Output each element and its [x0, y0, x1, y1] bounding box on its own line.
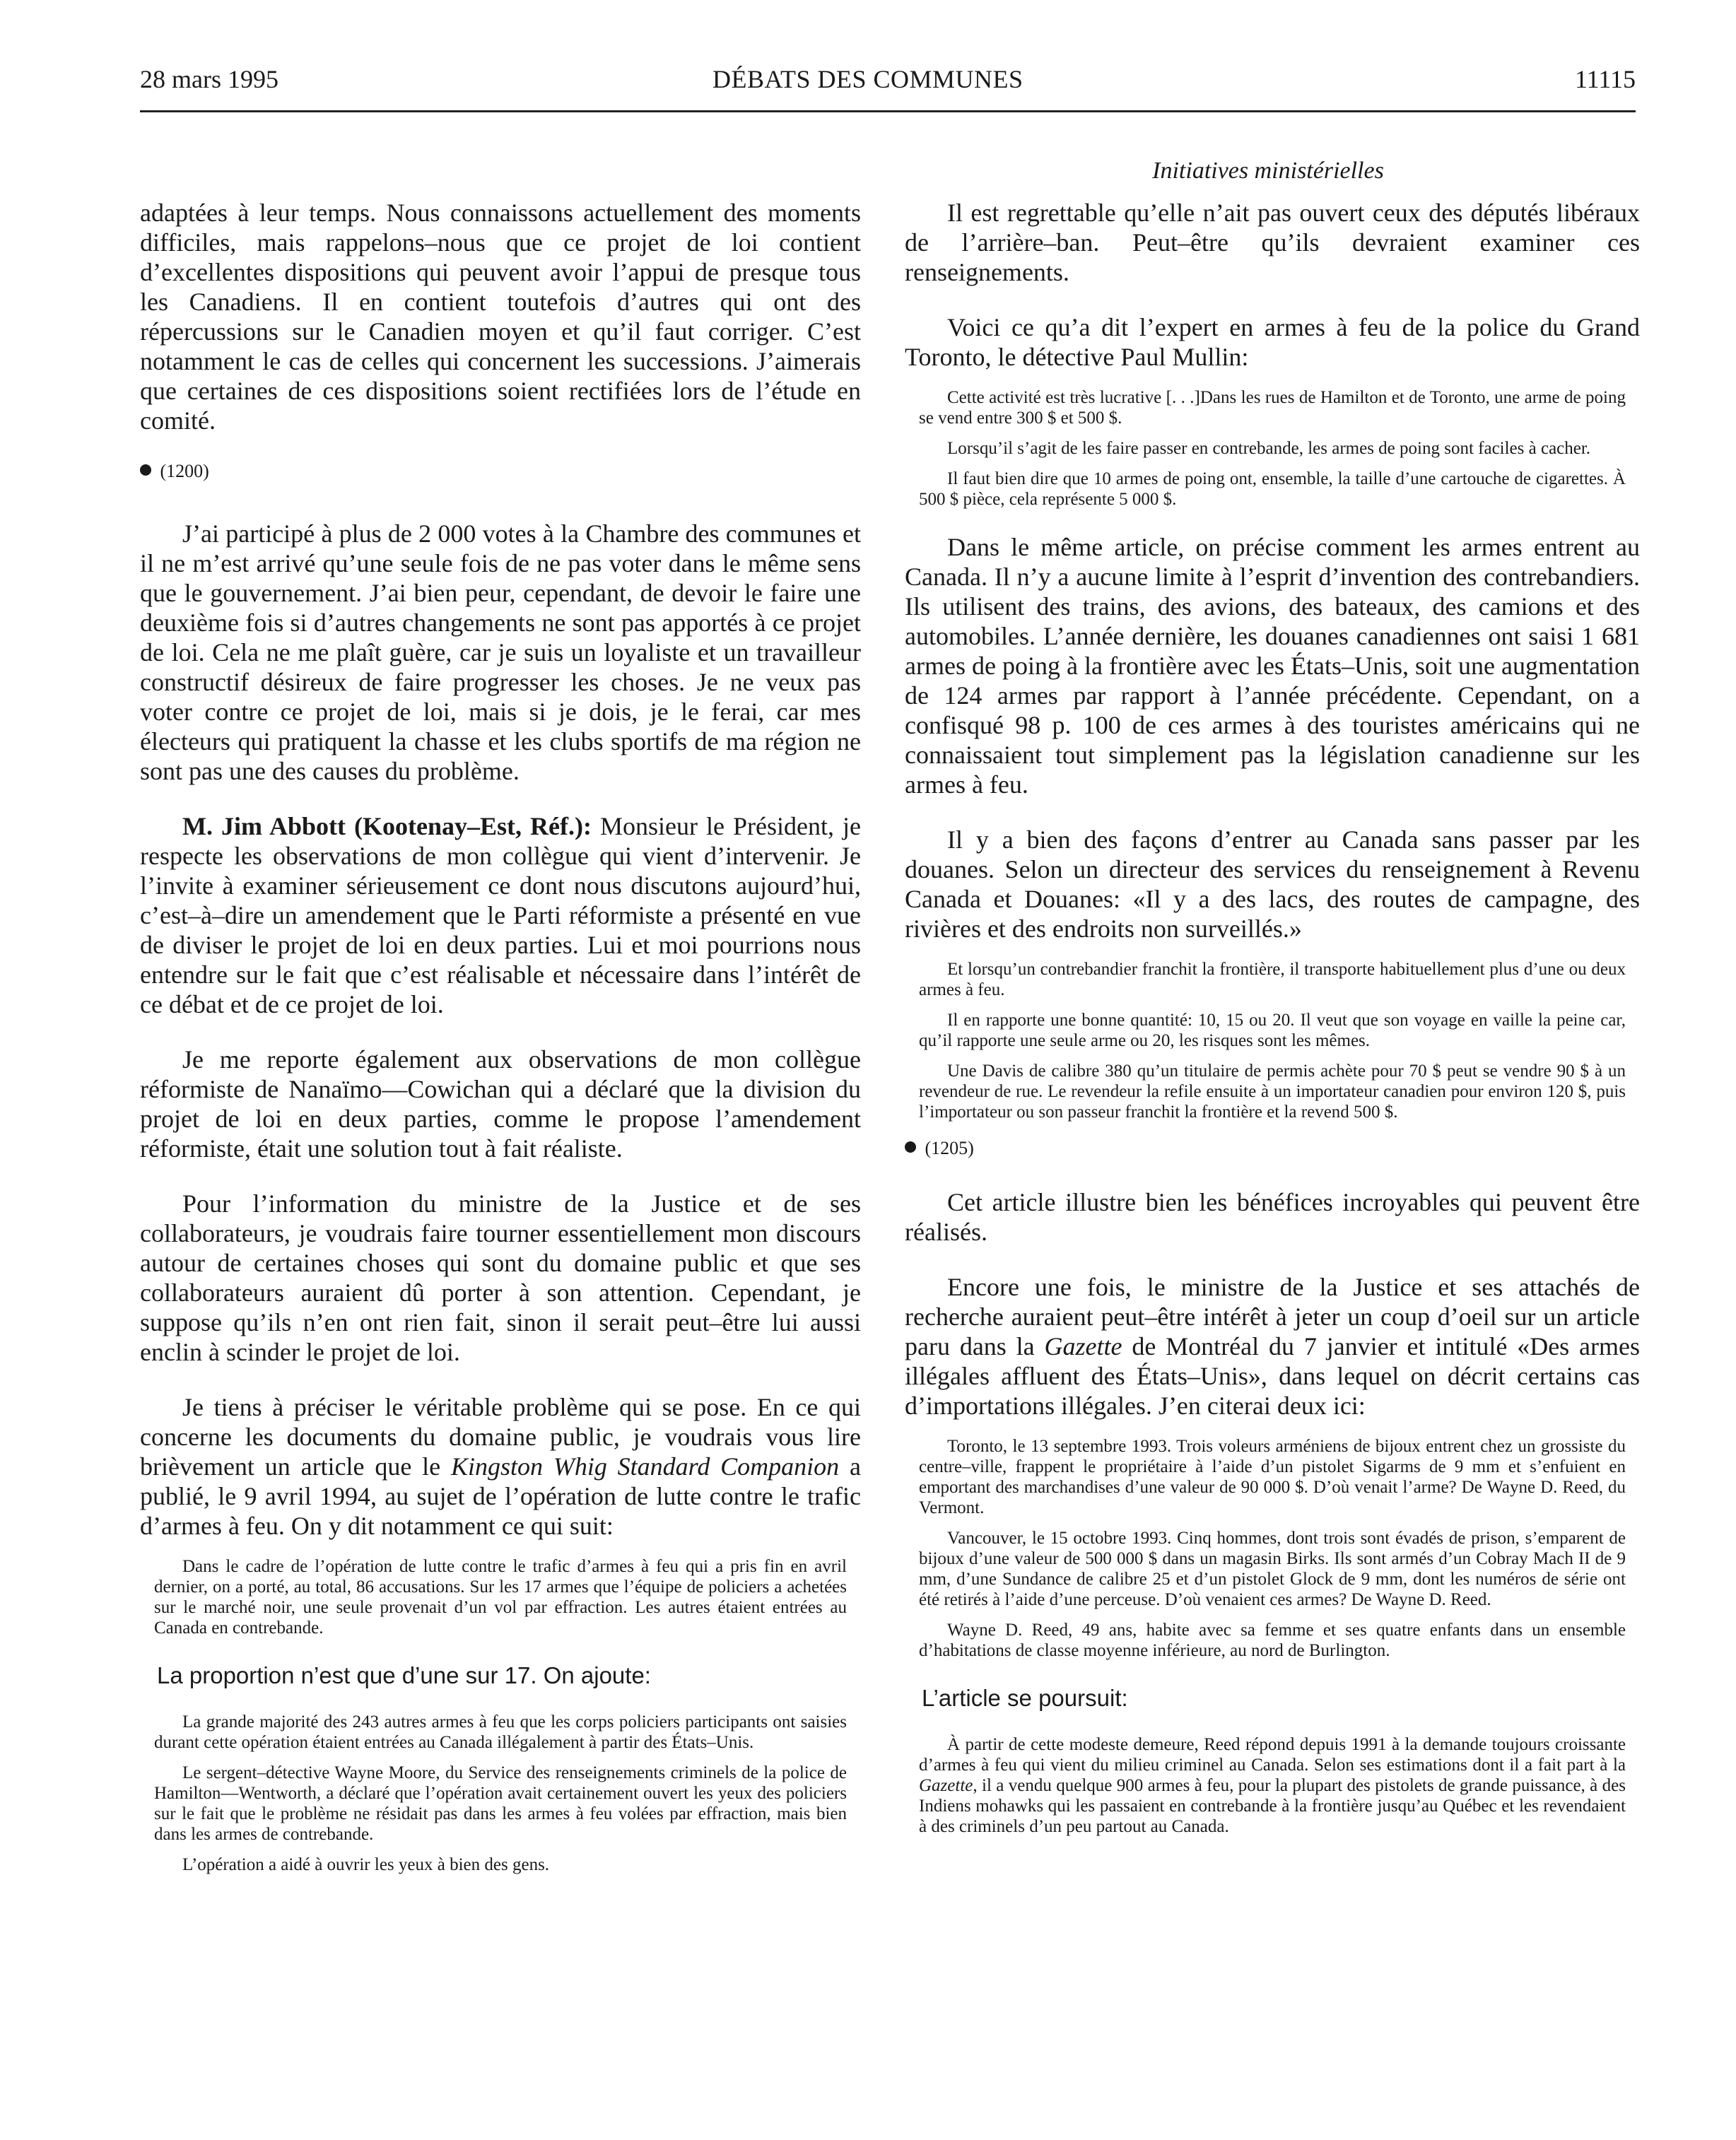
paragraph: Je me reporte également aux observations de mon collègue réformiste de Nanaïmo—Cowichan qui a déclaré que la division du projet de loi en deux parties, comme le propose l’amendement réformiste, était une solution tout à fait réaliste.: [140, 1045, 861, 1163]
section-title: Initiatives ministérielles: [1152, 158, 1384, 184]
text: Je tiens à préciser le véritable problème qui se pose. En ce qui concerne les documents du domaine public, je voudrais vous lire brièvement un article que le: [140, 1393, 861, 1481]
paragraph: Il est regrettable qu’elle n’ait pas ouvert ceux des députés libéraux de l’arrière–ban. Peut–être qu’ils devraient examiner ces renseignements.: [905, 199, 1640, 286]
quotation: Cette activité est très lucrative [. . .]Dans les rues de Hamilton et de Toronto, une arme de poing se vend entre 300 $ et 500 $.: [919, 388, 1626, 428]
publication-title: Gazette: [1044, 1332, 1122, 1360]
running-head-title: DÉBATS DES COMMUNES: [712, 65, 1024, 93]
running-head-date: 28 mars 1995: [140, 65, 278, 93]
quotation: Il faut bien dire que 10 armes de poing ont, ensemble, la taille d’une cartouche de cigarettes. À 500 $ pièce, cela représente 5 000 $.: [919, 469, 1626, 509]
publication-title: Gazette: [919, 1776, 973, 1795]
time-marker-text: (1205): [925, 1138, 974, 1158]
speaker-name: M. Jim Abbott (Kootenay–Est, Réf.):: [182, 812, 592, 840]
paragraph: adaptées à leur temps. Nous connaissons actuellement des moments difficiles, mais rappelons–nous que ce projet de loi contient d’excellentes dispositions qui peuvent avoir l’appui de presque tous les Canadiens. Il en contient toutefois d’autres qui ont des répercussions sur le Canadien moyen et qu’il faut corriger. C’est notamment le cas de celles qui concernent les successions. J’aimerais que certaines de ces dispositions soient rectifiées lors de l’étude en comité.: [140, 199, 861, 435]
quotation: Vancouver, le 15 octobre 1993. Cinq hommes, dont trois sont évadés de prison, s’emparent de bijoux d’une valeur de 500 000 $ dans un magasin Birks. Ils sont armés d’un Cobray Mach II de 9 mm, d’une Sundance de calibre 25 et d’un pistolet Glock de 9 mm, dont les numéros de série ont été retirés à l’aide d’une perceuse. D’où venaient ces armes? De Wayne D. Reed.: [919, 1529, 1626, 1609]
bullet-icon: [140, 464, 151, 476]
paragraph: [140, 1392, 861, 1541]
time-marker-text: (1200): [160, 461, 209, 481]
paragraph: Dans le même article, on précise comment les armes entrent au Canada. Il n’y a aucune limite à l’esprit d’invention des contrebandiers. Ils utilisent des trains, des avions, des bateaux, des camions et des automobiles. L’année dernière, les douanes canadiennes ont saisi 1 681 armes de poing à la frontière avec les États–Unis, soit une augmentation de 124 armes par rapport à l’année précédente. Cependant, on a confisqué 98 p. 100 de ces armes à des touristes américains qui ne connaissaient tout simplement pas la législation canadienne sur les armes à feu.: [905, 533, 1640, 799]
quotation: Il en rapporte une bonne quantité: 10, 15 ou 20. Il veut que son voyage en vaille la peine car, qu’il rapporte une seule arme ou 20, les risques sont les mêmes.: [919, 1011, 1626, 1050]
quotation: La grande majorité des 243 autres armes à feu que les corps policiers participants ont saisies durant cette opération étaient entrées au Canada illégalement à partir des États–Unis.: [154, 1712, 847, 1752]
right-column: [905, 198, 1640, 2106]
text: a publié, le 9 avril 1994, au sujet de l’opération de lutte contre le trafic d’armes à feu. On y dit notamment ce qui suit:: [140, 1452, 861, 1540]
text: À partir de cette modeste demeure, Reed répond depuis 1991 à la demande toujours croissante d’armes à feu qui vient du milieu criminel au Canada. Selon ses estimations dont il a fait part à la: [919, 1735, 1626, 1775]
paragraph: [905, 1272, 1640, 1421]
paragraph: Pour l’information du ministre de la Justice et de ses collaborateurs, je voudrais faire tourner essentiellement mon discours autour de certaines choses qui sont du domaine public et que ses collaborateurs auraient dû porter à son attention. Cependant, je suppose qu’ils n’en ont rien fait, sinon il serait peut–être lui aussi enclin à scinder le projet de loi.: [140, 1189, 861, 1366]
paragraph: Voici ce qu’a dit l’expert en armes à feu de la police du Grand Toronto, le détective Paul Mullin:: [905, 313, 1640, 371]
paragraph: Cet article illustre bien les bénéfices incroyables qui peuvent être réalisés.: [905, 1188, 1640, 1246]
quotation: Et lorsqu’un contrebandier franchit la frontière, il transporte habituellement plus d’une ou deux armes à feu.: [919, 960, 1626, 999]
publication-title: Kingston Whig Standard Companion: [450, 1452, 840, 1481]
time-marker: [140, 461, 861, 482]
left-column: [140, 198, 861, 2106]
speech-text: Monsieur le Président, je respecte les observations de mon collègue qui vient d’intervenir. Je l’invite à examiner sérieusement ce dont nous discutons aujourd’hui, c’est–à–dire un amendement que le Parti réformiste a présenté en vue de diviser le projet de loi en deux parties. Lui et moi pourrions nous entendre sur le fait que c’est réalisable et nécessaire dans l’intérêt de ce débat et de ce projet de loi.: [140, 812, 861, 1018]
bullet-icon: [905, 1141, 916, 1153]
paragraph: J’ai participé à plus de 2 000 votes à la Chambre des communes et il ne m’est arrivé qu’une seule fois de ne pas voter dans le même sens que le gouvernement. J’ai bien peur, cependant, de devoir le faire une deuxième fois si d’autres changements ne sont pas apportés à ce projet de loi. Cela ne me plaît guère, car je suis un loyaliste et un travailleur constructif désireux de faire progresser les choses. Je ne veux pas voter contre ce projet de loi, mais si je dois, je le ferai, car mes électeurs qui pratiquent la chasse et les clubs sportifs de ma région ne sont pas une des causes du problème.: [140, 519, 861, 785]
quotation: Lorsqu’il s’agit de les faire passer en contrebande, les armes de poing sont faciles à cacher.: [947, 439, 1591, 458]
page-number: 11115: [1575, 65, 1636, 93]
paragraph: La proportion n’est que d’une sur 17. On ajoute:: [157, 1662, 651, 1688]
header-rule: [140, 110, 1636, 112]
text: de Montréal du 7 janvier et intitulé «Des armes illégales affluent des États–Unis», dans lequel on décrit certains cas d’importations illégales. J’en citerai deux ici:: [905, 1332, 1640, 1420]
quotation: [919, 1734, 1626, 1837]
quotation: L’opération a aidé à ouvrir les yeux à bien des gens.: [182, 1855, 550, 1874]
paragraph: L’article se poursuit:: [922, 1685, 1128, 1711]
quotation: Le sergent–détective Wayne Moore, du Service des renseignements criminels de la police de Hamilton—Wentworth, a déclaré que l’opération avait certainement ouvert les yeux des policiers sur le fait que le problème ne résidait pas dans les armes à feu volées par effraction, mais bien dans les armes de contrebande.: [154, 1763, 847, 1844]
quotation: Toronto, le 13 septembre 1993. Trois voleurs arméniens de bijoux entrent chez un grossiste du centre–ville, frappent le propriétaire à l’aide d’un pistolet Sigarms de 9 mm et s’enfuient en emportant des marchandises d’une valeur de 90 000 $. D’où venait l’arme? De Wayne D. Reed, du Vermont.: [919, 1437, 1626, 1517]
quotation: Une Davis de calibre 380 qu’un titulaire de permis achète pour 70 $ peut se vendre 90 $ à un revendeur de rue. Le revendeur la refile ensuite à un importateur canadien pour environ 120 $, puis l’importateur ou son passeur franchit la frontière et la revend 500 $.: [919, 1062, 1626, 1122]
paragraph: [140, 811, 861, 1019]
time-marker: [905, 1138, 1640, 1159]
text: Encore une fois, le ministre de la Justice et ses attachés de recherche auraient peut–être intérêt à jeter un coup d’oeil sur un article paru dans la: [905, 1273, 1640, 1360]
paragraph: Il y a bien des façons d’entrer au Canada sans passer par les douanes. Selon un directeur des services du renseignement à Revenu Canada et Douanes: «Il y a des lacs, des routes de campagne, des rivières et des endroits non surveillés.»: [905, 825, 1640, 943]
quotation: Dans le cadre de l’opération de lutte contre le trafic d’armes à feu qui a pris fin en avril dernier, on a porté, au total, 86 accusations. Sur les 17 armes que l’équipe de policiers a achetées sur le marché noir, une seule provenait d’un vol par effraction. Les autres étaient entrées au Canada en contrebande.: [154, 1557, 847, 1638]
text: , il a vendu quelque 900 armes à feu, pour la plupart des pistolets de grande puissance, à des Indiens mohawks qui les passaient en contrebande à la frontière jusqu’au Québec et les revendaient à des criminels d’un peu partout au Canada.: [919, 1776, 1626, 1836]
quotation: Wayne D. Reed, 49 ans, habite avec sa femme et ses quatre enfants dans un ensemble d’habitations de classe moyenne inférieure, au nord de Burlington.: [919, 1621, 1626, 1660]
